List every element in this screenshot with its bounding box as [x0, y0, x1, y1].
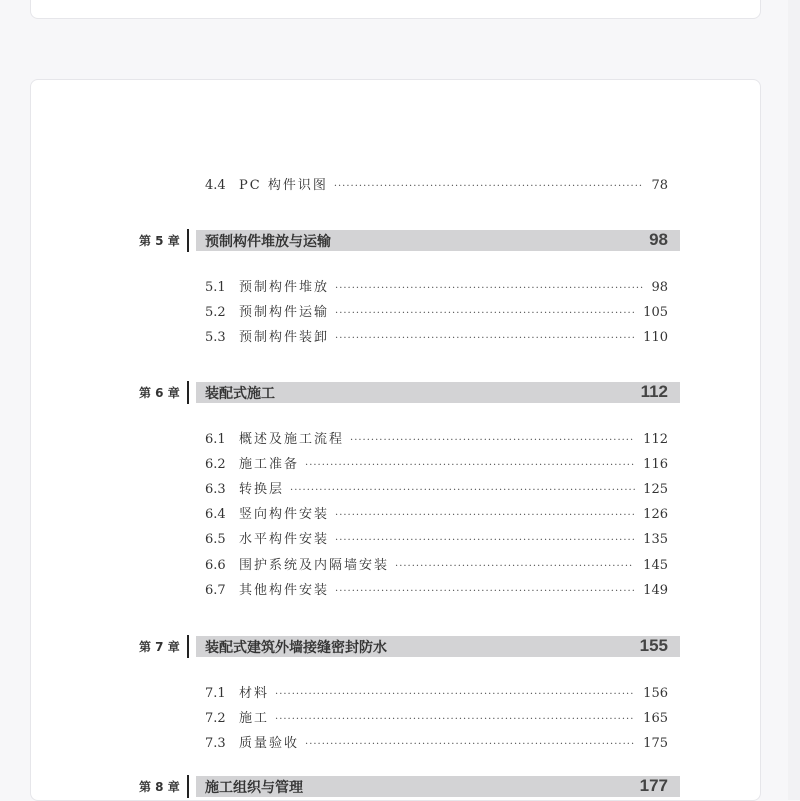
section-page: 110	[643, 330, 668, 345]
dot-leader: ···················································································	[290, 485, 637, 496]
section-page: 149	[643, 583, 668, 598]
toc-entry[interactable]	[205, 455, 668, 475]
toc-chapter[interactable]	[139, 230, 680, 251]
dot-leader: ··········································································	[335, 283, 645, 294]
toc-entry[interactable]	[205, 480, 668, 500]
chapter-page: 155	[639, 636, 668, 655]
section-page: 156	[643, 686, 668, 701]
section-title: 预制构件装卸	[239, 330, 330, 345]
section-title: 概述及施工流程	[239, 432, 345, 447]
section-page: 165	[643, 711, 668, 726]
chapter-label: 第 7 章	[139, 640, 180, 654]
dot-leader: ····································································	[350, 435, 635, 446]
section-number: 6.6	[205, 558, 226, 573]
chapter-label: 第 8 章	[139, 780, 180, 794]
chapter-label: 第 6 章	[139, 386, 180, 400]
chapter-title: 预制构件堆放与运输	[205, 234, 331, 250]
toc-entry[interactable]	[205, 530, 668, 550]
toc-entry[interactable]	[205, 278, 668, 298]
chapter-label: 第 5 章	[139, 234, 180, 248]
dot-leader: ········································································	[335, 535, 636, 546]
toc-entry[interactable]	[205, 505, 668, 525]
chapter-page: 177	[639, 776, 668, 795]
section-title: 水平构件安装	[239, 532, 330, 547]
section-title: 预制构件运输	[239, 305, 330, 320]
dot-leader: ······················································································	[275, 689, 635, 700]
section-number: 6.4	[205, 507, 226, 522]
section-page: 125	[643, 482, 668, 497]
chapter-rule	[187, 635, 189, 658]
toc-chapter[interactable]	[139, 776, 680, 797]
section-number: 7.2	[205, 711, 226, 726]
dot-leader: ···············································································	[305, 739, 636, 750]
section-title: 其他构件安装	[239, 583, 330, 598]
chapter-bar	[196, 230, 680, 251]
section-page: 78	[651, 178, 668, 193]
dot-leader: ········································································	[335, 586, 636, 597]
section-number: 5.3	[205, 330, 226, 345]
chapter-page: 98	[649, 230, 668, 249]
section-number: 6.5	[205, 532, 226, 547]
chapter-rule	[187, 381, 189, 404]
section-page: 126	[643, 507, 668, 522]
toc-entry[interactable]	[205, 581, 668, 601]
chapter-page: 112	[640, 382, 668, 401]
chapter-bar	[196, 382, 680, 403]
section-number: 6.1	[205, 432, 226, 447]
section-number: 4.4	[205, 178, 226, 193]
section-page: 98	[651, 280, 668, 295]
section-title: PC 构件识图	[239, 178, 328, 193]
section-page: 116	[643, 457, 668, 472]
chapter-title: 施工组织与管理	[205, 780, 303, 796]
chapter-title: 装配式建筑外墙接缝密封防水	[205, 640, 387, 656]
section-number: 6.3	[205, 482, 226, 497]
section-number: 7.3	[205, 736, 226, 751]
toc-entry[interactable]	[205, 328, 668, 348]
dot-leader: ··········································································	[333, 181, 644, 192]
section-number: 5.1	[205, 280, 226, 295]
chapter-rule	[187, 229, 189, 252]
chapter-rule	[187, 775, 189, 798]
dot-leader: ······················································································	[275, 714, 635, 725]
toc-entry[interactable]	[205, 684, 668, 704]
section-page: 105	[643, 305, 668, 320]
toc-chapter[interactable]	[139, 382, 680, 403]
section-number: 6.2	[205, 457, 226, 472]
dot-leader: ········································································	[335, 308, 636, 319]
toc-entry[interactable]	[205, 303, 668, 323]
toc-entry[interactable]	[205, 556, 668, 576]
toc-entry[interactable]	[205, 734, 668, 754]
section-title: 转换层	[239, 482, 285, 497]
section-title: 围护系统及内隔墙安装	[239, 558, 390, 573]
previous-page-card	[30, 0, 761, 19]
scrollbar[interactable]	[788, 0, 800, 800]
section-title: 材料	[239, 686, 270, 701]
section-page: 145	[643, 558, 668, 573]
toc-entry[interactable]	[205, 430, 668, 450]
section-page: 112	[643, 432, 668, 447]
chapter-bar	[196, 636, 680, 657]
section-number: 5.2	[205, 305, 226, 320]
section-page: 175	[643, 736, 668, 751]
chapter-title: 装配式施工	[205, 386, 275, 402]
section-page: 135	[643, 532, 668, 547]
toc-entry[interactable]	[205, 709, 668, 729]
section-title: 质量验收	[239, 736, 300, 751]
chapter-bar	[196, 776, 680, 797]
toc-chapter[interactable]	[139, 636, 680, 657]
section-number: 7.1	[205, 686, 226, 701]
toc-entry[interactable]	[205, 176, 668, 196]
section-title: 预制构件堆放	[239, 280, 330, 295]
section-title: 竖向构件安装	[239, 507, 330, 522]
dot-leader: ·························································	[395, 561, 634, 572]
section-title: 施工准备	[239, 457, 300, 472]
section-number: 6.7	[205, 583, 226, 598]
dot-leader: ···············································································	[305, 460, 636, 471]
dot-leader: ········································································	[335, 510, 636, 521]
dot-leader: ········································································	[335, 333, 636, 344]
section-title: 施工	[239, 711, 270, 726]
